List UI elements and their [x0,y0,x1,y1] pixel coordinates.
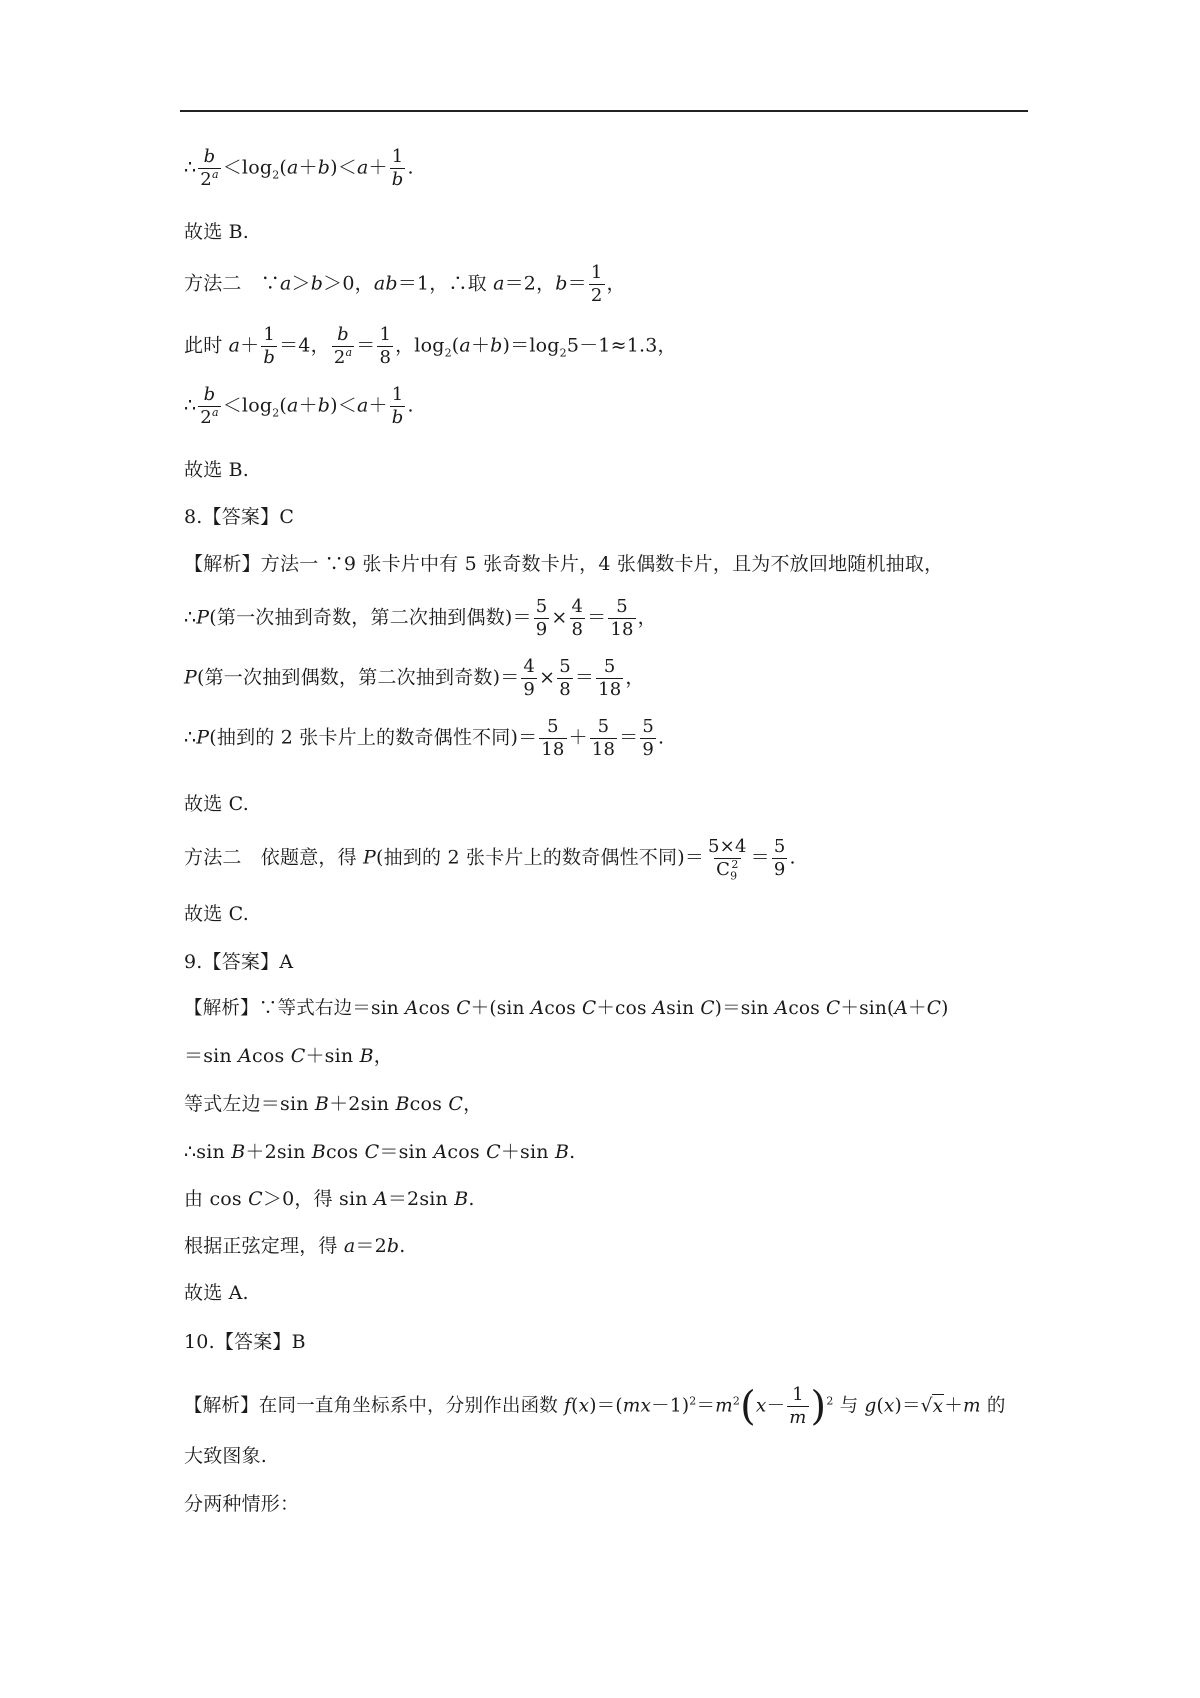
text-line: 此时 a＋ $\frac{1}{b}$ ＝4， $\frac{b}{2^a}$ ＝ $\frac{1}{8}$ ，$\log_2(a+b)=\log_25-1\approx 1.3$， [184,324,677,368]
text-line: 故选 C. [184,903,249,925]
text-line: ∴sin B＋2sin Bcos C＝sin Acos C＋sin B. [184,1141,576,1163]
text-line: 故选 B. [184,221,250,243]
text-line: 分两种情形： [184,1493,300,1515]
text-line: 根据正弦定理，得 a＝2b. [184,1235,406,1257]
text-line: ∴ $\frac{b}{2^a}$ $<\log_2(a+b)<a+$ $\frac{1}{b}$ . [184,146,414,190]
text-line: 由 cos C＞0，得 sin A＝2sin B. [184,1188,475,1210]
text-line: 大致图象. [184,1445,268,1467]
text-line: P(第一次抽到偶数，第二次抽到奇数)＝ $\frac{4}{9}$ × $\frac{5}{8}$ ＝ $\frac{5}{18}$ ， [184,656,645,700]
text-line: 【解析】方法一 ∵9 张卡片中有 5 张奇数卡片，4 张偶数卡片，且为不放回地随机抽取， [184,553,944,575]
header-rule [180,110,1028,112]
text-line: ＝sin Acos C＋sin B， [184,1045,393,1067]
text-line: ∴ $\frac{b}{2^a}$ $<\log_2(a+b)<a+$ $\frac{1}{b}$ . [184,384,414,428]
answer-heading-9: 9.【答案】A [184,951,294,973]
text-line: 故选 A. [184,1282,249,1304]
text-line: ∴P(第一次抽到奇数，第二次抽到偶数)＝ $\frac{5}{9}$ × $\frac{4}{8}$ ＝ $\frac{5}{18}$ ， [184,596,657,640]
text-line: 故选 B. [184,459,250,481]
answer-heading-10: 10.【答案】B [184,1331,306,1353]
text-line: 方法二 ∵a＞b＞0，ab＝1，∴取 a＝2，b＝ $\frac{1}{2}$ ， [184,262,626,306]
text-line: 【解析】在同一直角坐标系中，分别作出函数 $f(x)=(mx-1)^2=m^2(x-$ $\frac{1}{m}$ )$^2$ 与 g(x)＝√x＋m 的 [184,1383,1006,1430]
text-line: 故选 C. [184,793,249,815]
text-line: 方法二 依题意，得 P(抽到的 2 张卡片上的数奇偶性不同)＝ $\frac{5\times 4}{C_9^2}$ ＝ $\frac{5}{9}$ . [184,836,796,883]
answer-heading-8: 8.【答案】C [184,506,295,528]
text-line: 等式左边＝sin B＋2sin Bcos C， [184,1093,483,1115]
text-line: ∴P(抽到的 2 张卡片上的数奇偶性不同)＝ $\frac{5}{18}$ ＋ $\frac{5}{18}$ ＝ $\frac{5}{9}$ . [184,716,665,760]
text-line: 【解析】∵等式右边＝sin Acos C＋(sin Acos C＋cos Asin C)＝sin Acos C＋sin(A＋C) [184,998,949,1019]
